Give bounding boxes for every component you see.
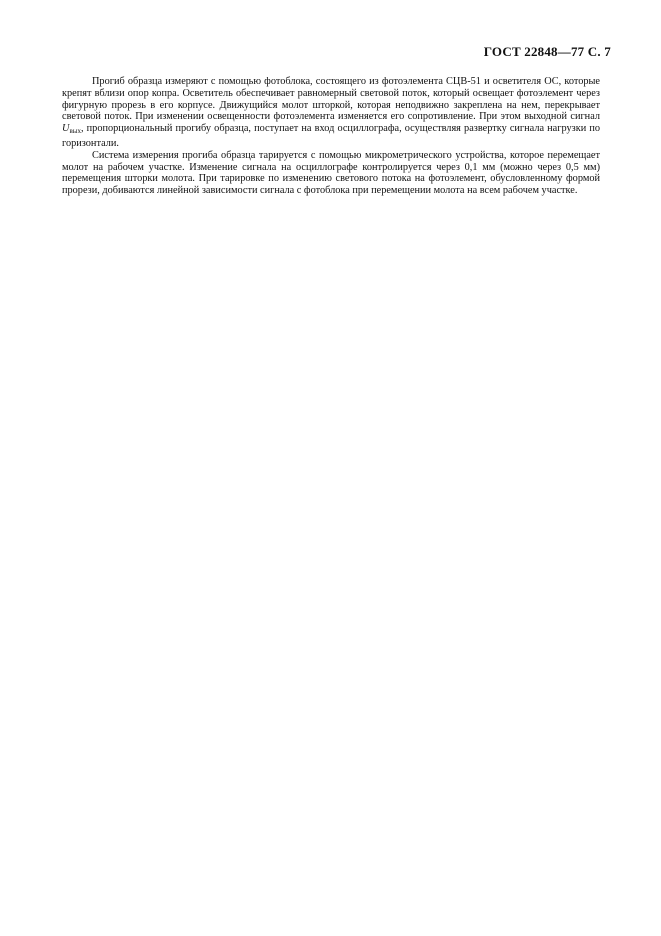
document-body <box>62 76 600 197</box>
paragraph-photoblock <box>62 76 600 150</box>
paragraph-photoblock-text: Прогиб образца измеряют с помощью фотоблока, состоящего из фотоэлемента СЦВ-51 и осветителя ОС, которые крепят вблизи опор копра. Осветитель обеспечивает равномерный световой поток, который освещает фотоэлемент через фигурную прорезь в его корпусе. Движущийся молот шторкой, которая неподвижно закреплена на нем, перекрывает световой поток. При изменении освещенности фотоэлемента изменяется его сопротивление. При этом выходной сигнал <box>62 76 600 123</box>
output-signal-subscript: вых <box>69 127 81 136</box>
paragraph-calibration: Система измерения прогиба образца тарируется с помощью микрометрического устройства, которое перемещает молот на рабочем участке. Изменение сигнала на осциллографе контролируется через 0,1 мм (можно через 0,5 мм) перемещения шторки молота. При тарировке по изменению светового потока на фотоэлемент, обусловленному формой прорези, добиваются линейной зависимости сигнала с фотоблока при перемещении молота на всем рабочем участке. <box>62 149 600 197</box>
output-signal-symbol: $U_{вых}$ <box>62 123 81 136</box>
paragraph-photoblock-text-end: , пропорциональный прогибу образца, поступает на вход осциллографа, осуществляя развертку сигнала нагрузки по горизонтали. <box>62 123 600 149</box>
page-header: ГОСТ 22848—77 С. 7 <box>483 44 611 59</box>
